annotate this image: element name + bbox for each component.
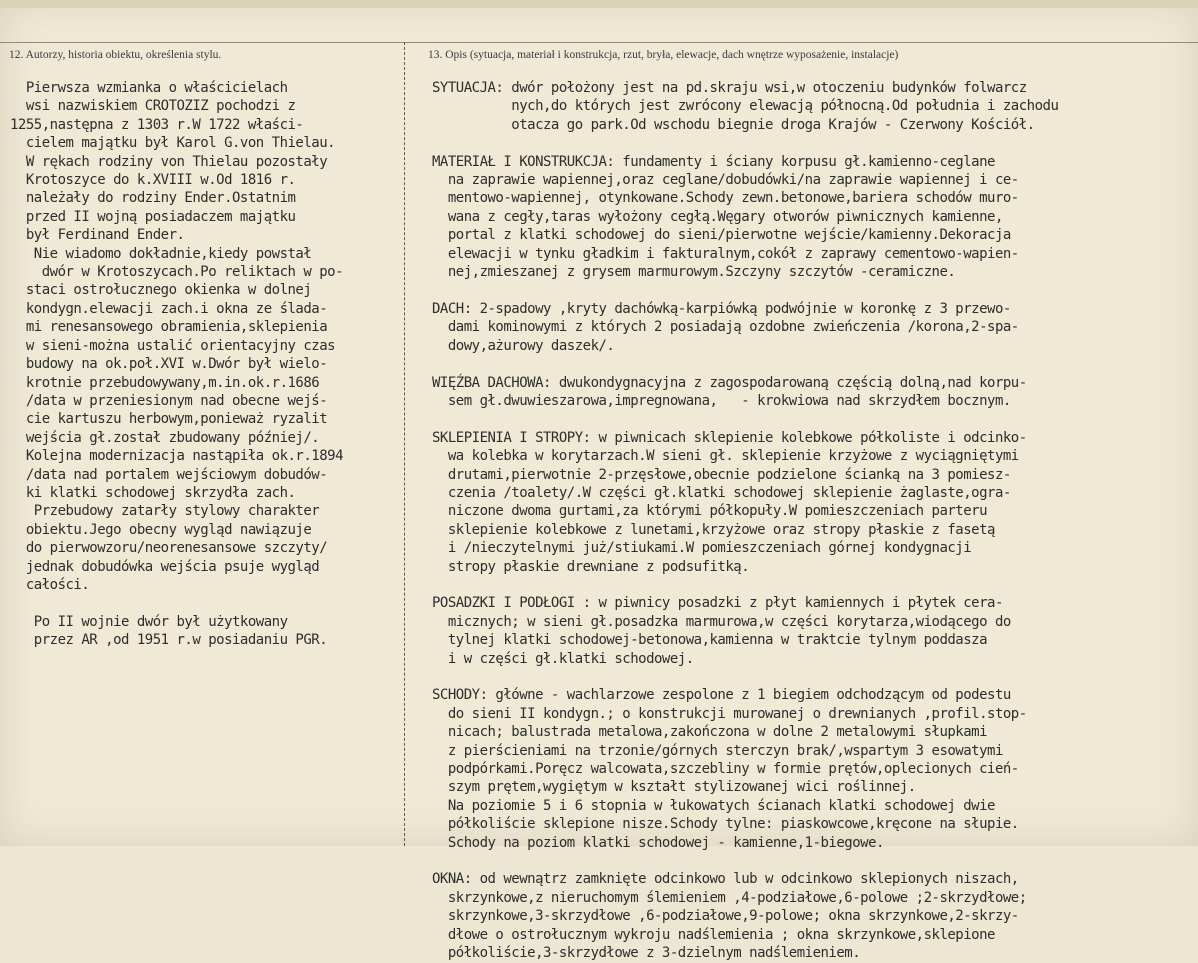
history-line: w sieni-można ustalić orientacyjny czas: [10, 337, 336, 354]
description-line: tylnej klatki schodowej-betonowa,kamienna w traktcie tylnym poddasza: [432, 632, 988, 649]
history-line: należały do rodziny Ender.Ostatnim: [10, 190, 296, 207]
history-line: Pierwsza wzmianka o właścicielach: [10, 80, 288, 96]
history-line: Po II wojnie dwór był użytkowany: [10, 613, 288, 630]
history-line: przed II wojną posiadaczem majątku: [10, 208, 296, 225]
description-line: POSADZKI I PODŁOGI : w piwnicy posadzki z płyt kamiennych i płytek cera-: [432, 595, 1003, 612]
description-column: [432, 79, 1058, 963]
description-line: nej,zmieszanej z grysem marmurowym.Szczyny szczytów -ceramiczne.: [432, 264, 956, 281]
top-edge: [0, 0, 1198, 8]
history-line: [10, 594, 343, 612]
description-line: [432, 852, 1058, 870]
description-line: WIĘŹBA DACHOWA: dwukondygnacyjna z zagospodarowaną częścią dolną,nad korpu-: [432, 374, 1027, 391]
description-line: micznych; w sieni gł.posadzka marmurowa,w części korytarza,wiodącego do: [432, 613, 1011, 630]
description-line: sklepienie kolebkowe z lunetami,krzyżowe oraz stropy płaskie z fasetą: [432, 521, 995, 538]
history-line: krotnie przebudowywany,m.in.ok.r.1686: [10, 374, 320, 391]
description-line: skrzynkowe,3-skrzydłowe ,6-podziałowe,9-polowe; okna skrzynkowe,2-skrzy-: [432, 908, 1019, 925]
column-divider: [404, 42, 405, 846]
history-line: budowy na ok.poł.XVI w.Dwór był wielo-: [10, 356, 328, 373]
description-line: półkoliście,3-skrzydłowe z 3-dzielnym nadślemieniem.: [432, 945, 861, 962]
description-line: Schody na poziom klatki schodowej - kamienne,1-biegowe.: [432, 834, 884, 851]
description-line: szym prętem,wygiętym w kształt stylizowanej wici roślinnej.: [432, 779, 916, 796]
history-line: do pierwowzoru/neorenesansowe szczyty/: [10, 540, 328, 557]
history-line: W rękach rodziny von Thielau pozostały: [10, 153, 328, 170]
history-line: był Ferdinand Ender.: [10, 227, 185, 244]
description-line: elewacji w tynku gładkim i fakturalnym,cokół z zaprawy cementowo-wapien-: [432, 245, 1019, 262]
left-column-heading: 12. Autorzy, historia obiektu, określenia stylu.: [9, 49, 222, 61]
description-line: dami kominowymi z których 2 posiadają ozdobne zwieńczenia /korona,2-spa-: [432, 319, 1019, 336]
history-line: 1255,następna z 1303 r.W 1722 właści-: [10, 116, 304, 133]
description-line: z pierścieniami na trzonie/górnych sterczyn brak/,wspartym 3 esowatymi: [432, 742, 1003, 759]
description-line: i w części gł.klatki schodowej.: [432, 650, 694, 667]
description-line: półkoliście sklepione nisze.Schody tylne: piaskowcowe,kręcone na słupie.: [432, 816, 1019, 833]
header-rule: [0, 42, 1198, 43]
history-line: Nie wiadomo dokładnie,kiedy powstał: [10, 245, 312, 262]
description-line: do sieni II kondygn.; o konstrukcji murowanej o drewnianych ,profil.stop-: [432, 705, 1027, 722]
description-line: niczone dwoma gurtami,za którymi półkopuły.W pomieszczeniach parteru: [432, 503, 988, 520]
description-line: portal z klatki schodowej do sieni/pierwotne wejście/kamienny.Dekoracja: [432, 227, 1011, 244]
description-line: MATERIAŁ I KONSTRUKCJA: fundamenty i ściany korpusu gł.kamienno-ceglane: [432, 153, 995, 170]
description-line: nych,do których jest zwrócony elewacją północną.Od południa i zachodu: [432, 98, 1059, 115]
history-line: mi renesansowego obramienia,sklepienia: [10, 319, 328, 336]
description-line: nicach; balustrada metalowa,zakończona w dolne 2 metalowymi słupkami: [432, 724, 988, 741]
history-line: ki klatki schodowej skrzydła zach.: [10, 484, 296, 501]
description-line: skrzynkowe,z nieruchomym ślemieniem ,4-podziałowe,6-polowe ;2-skrzydłowe;: [432, 889, 1027, 906]
description-line: na zaprawie wapiennej,oraz ceglane/dobudówki/na zaprawie wapiennej i ce-: [432, 172, 1019, 189]
description-line: SYTUACJA: dwór położony jest na pd.skraju wsi,w otoczeniu budynków folwarcz: [432, 80, 1027, 96]
history-line: wsi nazwiskiem CROTOZIZ pochodzi z: [10, 98, 296, 115]
history-line: Krotoszyce do k.XVIII w.Od 1816 r.: [10, 172, 296, 189]
description-line: Na poziomie 5 i 6 stopnia w łukowatych ścianach klatki schodowej dwie: [432, 797, 995, 814]
description-line: [432, 281, 1058, 299]
description-line: OKNA: od wewnątrz zamknięte odcinkowo lub w odcinkowo sklepionych niszach,: [432, 871, 1019, 888]
history-line: staci ostrołucznego okienka w dolnej: [10, 282, 312, 299]
description-line: drutami,pierwotnie 2-przęsłowe,obecnie podzielone ścianką na 3 pomiesz-: [432, 466, 1011, 483]
description-line: wana z cegły,taras wyłożony cegłą.Węgary otworów piwnicznych kamienne,: [432, 208, 1003, 225]
description-line: [432, 410, 1058, 428]
description-line: [432, 576, 1058, 594]
history-line: cie kartuszu herbowym,ponieważ ryzalit: [10, 411, 328, 428]
description-line: SKLEPIENIA I STROPY: w piwnicach sklepienie kolebkowe półkoliste i odcinko-: [432, 429, 1027, 446]
description-line: dowy,ażurowy daszek/.: [432, 337, 615, 354]
history-line: cielem majątku był Karol G.von Thielau.: [10, 135, 336, 152]
history-line: wejścia gł.został zbudowany później/.: [10, 429, 320, 446]
history-line: /data w przeniesionym nad obecne wejś-: [10, 392, 328, 409]
history-column: [10, 79, 343, 650]
description-line: podpórkami.Poręcz walcowata,szczebliny w formie prętów,oplecionych cień-: [432, 761, 1019, 778]
history-line: dwór w Krotoszycach.Po reliktach w po-: [10, 264, 344, 281]
description-line: dłowe o ostrołucznym wykroju nadślemienia ; okna skrzynkowe,sklepione: [432, 926, 995, 943]
description-line: [432, 355, 1058, 373]
history-line: przez AR ,od 1951 r.w posiadaniu PGR.: [10, 632, 328, 649]
history-line: /data nad portalem wejściowym dobudów-: [10, 466, 328, 483]
description-line: czenia /toalety/.W części gł.klatki schodowej sklepienie żaglaste,ogra-: [432, 484, 1011, 501]
description-line: mentowo-wapiennej, otynkowane.Schody zewn.betonowe,bariera schodów muro-: [432, 190, 1019, 207]
description-line: sem gł.dwuwieszarowa,impregnowana, - krokwiowa nad skrzydłem bocznym.: [432, 392, 1011, 409]
history-line: Kolejna modernizacja nastąpiła ok.r.1894: [10, 448, 344, 465]
history-line: Przebudowy zatarły stylowy charakter: [10, 503, 320, 520]
description-line: i /nieczytelnymi już/stiukami.W pomieszczeniach górnej kondygnacji: [432, 540, 972, 557]
description-line: stropy płaskie drewniane z podsufitką.: [432, 558, 750, 575]
right-column-heading: 13. Opis (sytuacja, materiał i konstrukcja, rzut, bryła, elewacje, dach wnętrze wyposażenie, instalacje): [428, 49, 899, 61]
history-line: całości.: [10, 576, 90, 593]
description-line: [432, 134, 1058, 152]
history-line: obiektu.Jego obecny wygląd nawiązuje: [10, 521, 312, 538]
history-line: kondygn.elewacji zach.i okna ze ślada-: [10, 300, 328, 317]
description-line: [432, 668, 1058, 686]
description-line: SCHODY: główne - wachlarzowe zespolone z 1 biegiem odchodzącym od podestu: [432, 687, 1011, 704]
history-line: jednak dobudówka wejścia psuje wygląd: [10, 558, 320, 575]
description-line: DACH: 2-spadowy ,kryty dachówką-karpiówką podwójnie w koronkę z 3 przewo-: [432, 300, 1011, 317]
description-line: otacza go park.Od wschodu biegnie droga Krajów - Czerwony Kościół.: [432, 116, 1035, 133]
description-line: wa kolebka w korytarzach.W sieni gł. sklepienie krzyżowe z wyciągniętymi: [432, 448, 1019, 465]
